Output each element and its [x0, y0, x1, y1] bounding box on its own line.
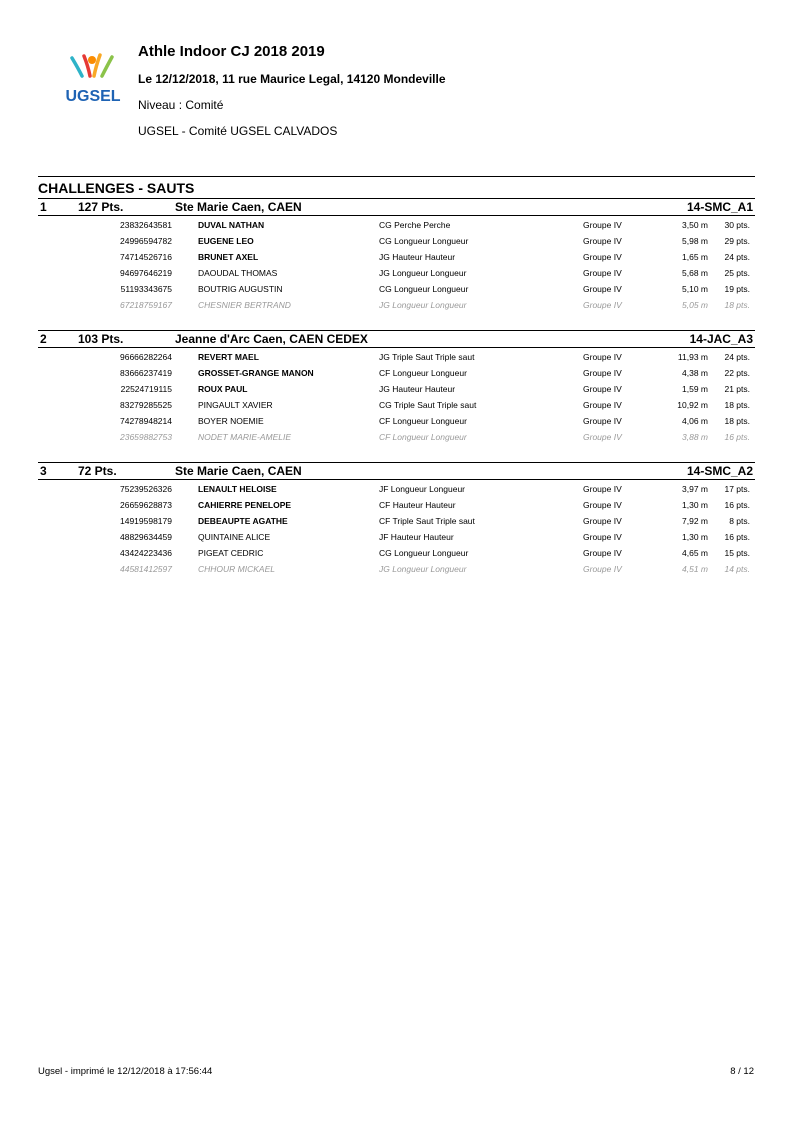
athlete-event: JG Longueur Longueur — [379, 300, 467, 310]
athlete-name: EUGENE LEO — [198, 236, 254, 246]
athlete-group: Groupe IV — [583, 400, 622, 410]
athlete-row — [38, 481, 755, 497]
athlete-group: Groupe IV — [583, 516, 622, 526]
athlete-performance: 5,05 m — [682, 300, 708, 310]
team-athletes — [38, 216, 755, 330]
athlete-license: 51193343675 — [120, 284, 172, 294]
athlete-points: 16 pts. — [724, 500, 750, 510]
athlete-points: 29 pts. — [724, 236, 750, 246]
athlete-name: GROSSET-GRANGE MANON — [198, 368, 314, 378]
athlete-group: Groupe IV — [583, 432, 622, 442]
athlete-performance: 11,93 m — [677, 352, 708, 362]
athlete-name: CHHOUR MICKAEL — [198, 564, 275, 574]
athlete-points: 19 pts. — [724, 284, 750, 294]
athlete-row — [38, 381, 755, 397]
event-title: Athle Indoor CJ 2018 2019 — [138, 43, 325, 60]
ugsel-logo — [60, 52, 126, 108]
page-number: 8 / 12 — [730, 1066, 754, 1077]
athlete-license: 94697646219 — [119, 268, 172, 278]
team-header — [38, 198, 755, 216]
team-athletes — [38, 480, 755, 594]
athlete-performance: 1,59 m — [682, 384, 708, 394]
athlete-event: CF Longueur Longueur — [379, 368, 467, 378]
athlete-license: 75239526326 — [119, 484, 172, 494]
athlete-row — [38, 265, 755, 281]
athlete-points: 24 pts. — [724, 352, 750, 362]
section-title: CHALLENGES - SAUTS — [38, 176, 755, 198]
athlete-group: Groupe IV — [583, 416, 622, 426]
athlete-event: CG Longueur Longueur — [379, 236, 469, 246]
athlete-row — [38, 281, 755, 297]
athlete-license: 23832643581 — [119, 220, 172, 230]
athlete-license: 83279285525 — [119, 400, 172, 410]
team-points: 127 Pts. — [78, 200, 124, 214]
team-rank: 3 — [40, 464, 47, 478]
athlete-row — [38, 233, 755, 249]
athlete-points: 16 pts. — [724, 432, 750, 442]
event-level: Niveau : Comité — [138, 98, 224, 112]
athlete-row — [38, 249, 755, 265]
athlete-points: 24 pts. — [724, 252, 750, 262]
athlete-name: PINGAULT XAVIER — [198, 400, 273, 410]
athlete-event: CF Longueur Longueur — [379, 432, 467, 442]
athlete-row-reserve — [38, 297, 755, 313]
athlete-name: REVERT MAEL — [198, 352, 259, 362]
team-athletes — [38, 348, 755, 462]
team-list — [38, 198, 755, 594]
athlete-license: 22524719115 — [120, 384, 172, 394]
athlete-group: Groupe IV — [583, 532, 622, 542]
athlete-performance: 1,30 m — [682, 532, 708, 542]
challenges-section — [38, 176, 755, 594]
team-club: Ste Marie Caen, CAEN — [175, 464, 302, 478]
athlete-row-reserve — [38, 429, 755, 445]
athlete-event: JG Hauteur Hauteur — [379, 384, 456, 394]
athlete-event: CF Hauteur Hauteur — [379, 500, 456, 510]
athlete-event: CG Triple Saut Triple saut — [379, 400, 477, 410]
team-code: 14-SMC_A2 — [686, 464, 753, 478]
athlete-group: Groupe IV — [583, 252, 622, 262]
athlete-event: CG Longueur Longueur — [379, 548, 469, 558]
athlete-name: QUINTAINE ALICE — [198, 532, 271, 542]
athlete-row — [38, 513, 755, 529]
athlete-performance: 3,97 m — [682, 484, 708, 494]
athlete-points: 22 pts. — [724, 368, 750, 378]
athlete-points: 16 pts. — [724, 532, 750, 542]
athlete-name: ROUX PAUL — [198, 384, 248, 394]
athlete-name: NODET MARIE-AMELIE — [198, 432, 292, 442]
athlete-event: JG Longueur Longueur — [379, 268, 467, 278]
athlete-row — [38, 413, 755, 429]
team-club: Ste Marie Caen, CAEN — [175, 200, 302, 214]
athlete-points: 21 pts. — [724, 384, 750, 394]
athlete-performance: 5,10 m — [682, 284, 708, 294]
athlete-event: CF Triple Saut Triple saut — [379, 516, 475, 526]
athlete-row-reserve — [38, 561, 755, 577]
athlete-points: 17 pts. — [724, 484, 750, 494]
logo-wordmark: UGSEL — [65, 88, 121, 105]
athlete-event: JG Triple Saut Triple saut — [379, 352, 475, 362]
athlete-performance: 10,92 m — [677, 400, 708, 410]
team-header — [38, 330, 755, 348]
athlete-license: 43424223436 — [119, 548, 172, 558]
athlete-group: Groupe IV — [583, 220, 622, 230]
athlete-event: CF Longueur Longueur — [379, 416, 467, 426]
team-points: 72 Pts. — [78, 464, 117, 478]
athlete-event: JF Longueur Longueur — [379, 484, 466, 494]
athlete-row — [38, 529, 755, 545]
athlete-group: Groupe IV — [583, 284, 622, 294]
athlete-row — [38, 545, 755, 561]
athlete-group: Groupe IV — [583, 564, 622, 574]
athlete-license: 74714526716 — [119, 252, 172, 262]
athlete-name: PIGEAT CEDRIC — [198, 548, 264, 558]
athlete-points: 18 pts. — [724, 300, 750, 310]
athlete-group: Groupe IV — [583, 368, 622, 378]
athlete-row — [38, 217, 755, 233]
athlete-name: DAOUDAL THOMAS — [198, 268, 278, 278]
athlete-performance: 4,65 m — [682, 548, 708, 558]
athlete-group: Groupe IV — [583, 236, 622, 246]
team-code: 14-JAC_A3 — [689, 332, 753, 346]
athlete-performance: 5,98 m — [682, 236, 708, 246]
athlete-name: BOUTRIG AUGUSTIN — [198, 284, 283, 294]
print-info: Ugsel - imprimé le 12/12/2018 à 17:56:44 — [38, 1066, 213, 1077]
athlete-group: Groupe IV — [583, 384, 622, 394]
team-points: 103 Pts. — [78, 332, 124, 346]
athlete-name: BRUNET AXEL — [198, 252, 259, 262]
athlete-row — [38, 397, 755, 413]
event-date-location: Le 12/12/2018, 11 rue Maurice Legal, 14120 Mondeville — [138, 72, 446, 86]
athlete-name: DUVAL NATHAN — [198, 220, 265, 230]
athlete-event: CG Perche Perche — [379, 220, 451, 230]
athlete-performance: 5,68 m — [682, 268, 708, 278]
athlete-points: 18 pts. — [724, 416, 750, 426]
athlete-row — [38, 497, 755, 513]
athlete-performance: 3,50 m — [682, 220, 708, 230]
team-club: Jeanne d'Arc Caen, CAEN CEDEX — [175, 332, 368, 346]
athlete-license: 74278948214 — [119, 416, 172, 426]
athlete-license: 83666237419 — [119, 368, 172, 378]
athlete-event: JF Hauteur Hauteur — [379, 532, 454, 542]
athlete-performance: 3,88 m — [682, 432, 708, 442]
athlete-row — [38, 365, 755, 381]
athlete-performance: 4,38 m — [682, 368, 708, 378]
athlete-name: DEBEAUPTE AGATHE — [198, 516, 288, 526]
athlete-group: Groupe IV — [583, 548, 622, 558]
athlete-group: Groupe IV — [583, 268, 622, 278]
athlete-performance: 4,51 m — [682, 564, 708, 574]
team-code: 14-SMC_A1 — [686, 200, 753, 214]
athlete-license: 44581412597 — [119, 564, 172, 574]
athlete-license: 67218759167 — [119, 300, 172, 310]
athlete-performance: 4,06 m — [682, 416, 708, 426]
athlete-license: 23659882753 — [119, 432, 172, 442]
event-committee: UGSEL - Comité UGSEL CALVADOS — [138, 124, 338, 138]
athlete-event: JG Longueur Longueur — [379, 564, 467, 574]
athlete-group: Groupe IV — [583, 300, 622, 310]
athlete-event: CG Longueur Longueur — [379, 284, 469, 294]
athlete-license: 24996594782 — [119, 236, 172, 246]
team-header — [38, 462, 755, 480]
athlete-points: 30 pts. — [724, 220, 750, 230]
athlete-group: Groupe IV — [583, 500, 622, 510]
athlete-name: LENAULT HELOISE — [198, 484, 277, 494]
athlete-group: Groupe IV — [583, 352, 622, 362]
team-rank: 1 — [40, 200, 47, 214]
athlete-group: Groupe IV — [583, 484, 622, 494]
athlete-points: 18 pts. — [724, 400, 750, 410]
athlete-license: 26659628873 — [119, 500, 172, 510]
team-rank: 2 — [40, 332, 47, 346]
athlete-points: 25 pts. — [724, 268, 750, 278]
athlete-row — [38, 349, 755, 365]
athlete-license: 48829634459 — [119, 532, 172, 542]
athlete-performance: 1,65 m — [682, 252, 708, 262]
athlete-points: 14 pts. — [724, 564, 750, 574]
athlete-performance: 1,30 m — [682, 500, 708, 510]
athlete-points: 15 pts. — [724, 548, 750, 558]
athlete-points: 8 pts. — [729, 516, 750, 526]
athlete-name: BOYER NOEMIE — [198, 416, 264, 426]
athlete-license: 14919598179 — [119, 516, 172, 526]
athlete-performance: 7,92 m — [682, 516, 708, 526]
athlete-name: CAHIERRE PENELOPE — [198, 500, 292, 510]
athlete-name: CHESNIER BERTRAND — [198, 300, 291, 310]
athlete-license: 96666282264 — [119, 352, 172, 362]
athlete-event: JG Hauteur Hauteur — [379, 252, 456, 262]
